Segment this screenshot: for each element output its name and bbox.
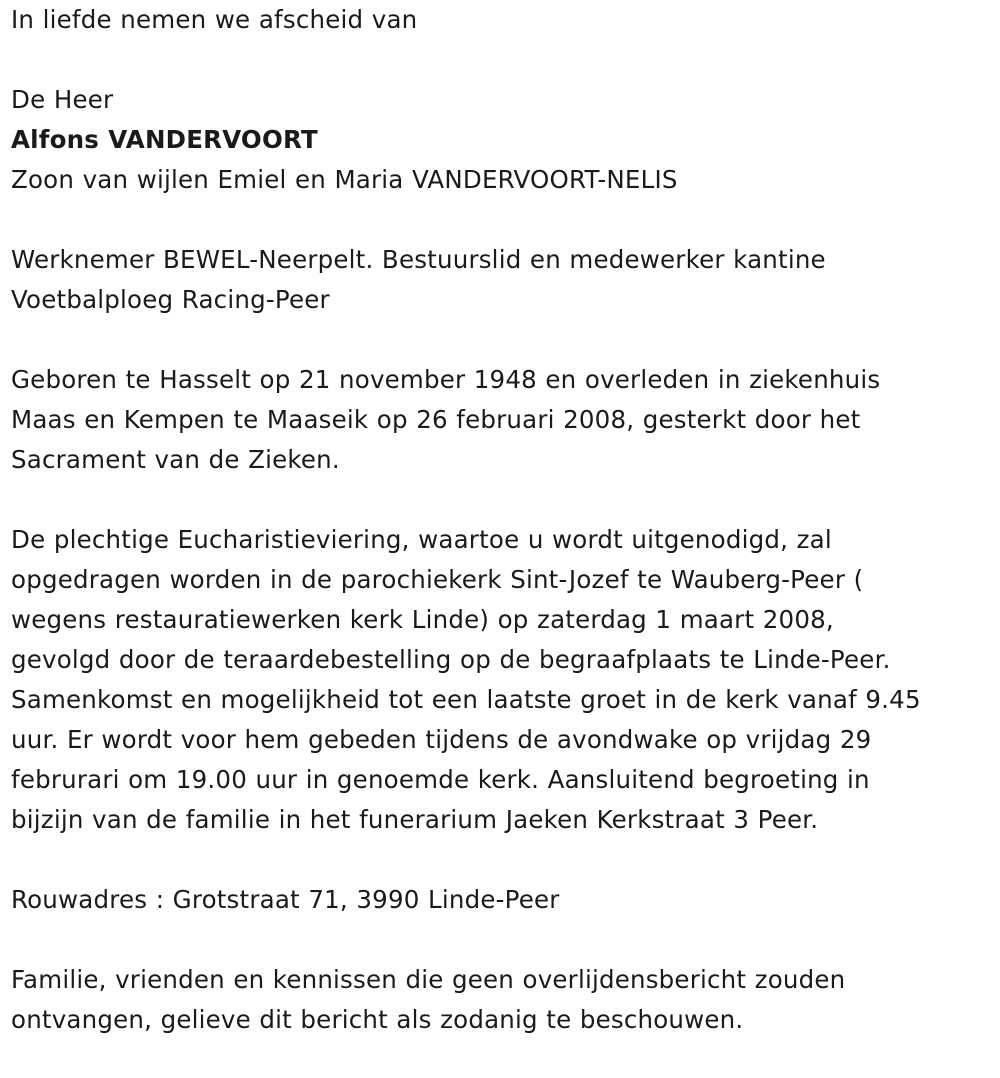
closing-paragraph [11,960,991,1040]
occupation-paragraph [11,240,991,320]
birth-death-line: Sacrament van de Zieken. [11,445,340,474]
occupation-line: Voetbalploeg Racing-Peer [11,285,330,314]
ceremony-line: opgedragen worden in de parochiekerk Sint-Jozef te Wauberg-Peer ( [11,565,864,594]
ceremony-line: wegens restauratiewerken kerk Linde) op zaterdag 1 maart 2008, [11,605,834,634]
spacer [11,200,991,240]
ceremony-line: februrari om 19.00 uur in genoemde kerk. Aansluitend begroeting in [11,765,870,794]
intro-text: In liefde nemen we afscheid van [11,5,418,34]
ceremony-line: De plechtige Eucharistieviering, waartoe u wordt uitgenodigd, zal [11,525,832,554]
birth-death-line: Maas en Kempen te Maaseik op 26 februari 2008, gesterkt door het [11,405,861,434]
spacer [11,480,991,520]
salutation: De Heer [11,85,114,114]
spacer [11,920,991,960]
spacer [11,320,991,360]
spacer [11,840,991,880]
ceremony-line: bijzijn van de familie in het funerarium Jaeken Kerkstraat 3 Peer. [11,805,819,834]
closing-line: ontvangen, gelieve dit bericht als zodanig te beschouwen. [11,1005,744,1034]
ceremony-paragraph [11,520,991,840]
birth-death-line: Geboren te Hasselt op 21 november 1948 en overleden in ziekenhuis [11,365,881,394]
parents-text: Zoon van wijlen Emiel en Maria VANDERVOORT-NELIS [11,165,678,194]
deceased-name: Alfons VANDERVOORT [11,125,318,154]
ceremony-line: uur. Er wordt voor hem gebeden tijdens de avondwake op vrijdag 29 [11,725,872,754]
ceremony-line: Samenkomst en mogelijkheid tot een laatste groet in de kerk vanaf 9.45 [11,685,921,714]
obituary-document [11,0,991,1040]
closing-line: Familie, vrienden en kennissen die geen overlijdensbericht zouden [11,965,846,994]
birth-death-paragraph [11,360,991,480]
occupation-line: Werknemer BEWEL-Neerpelt. Bestuurslid en medewerker kantine [11,245,826,274]
mourning-address: Rouwadres : Grotstraat 71, 3990 Linde-Peer [11,885,560,914]
spacer [11,40,991,80]
ceremony-line: gevolgd door de teraardebestelling op de begraafplaats te Linde-Peer. [11,645,891,674]
